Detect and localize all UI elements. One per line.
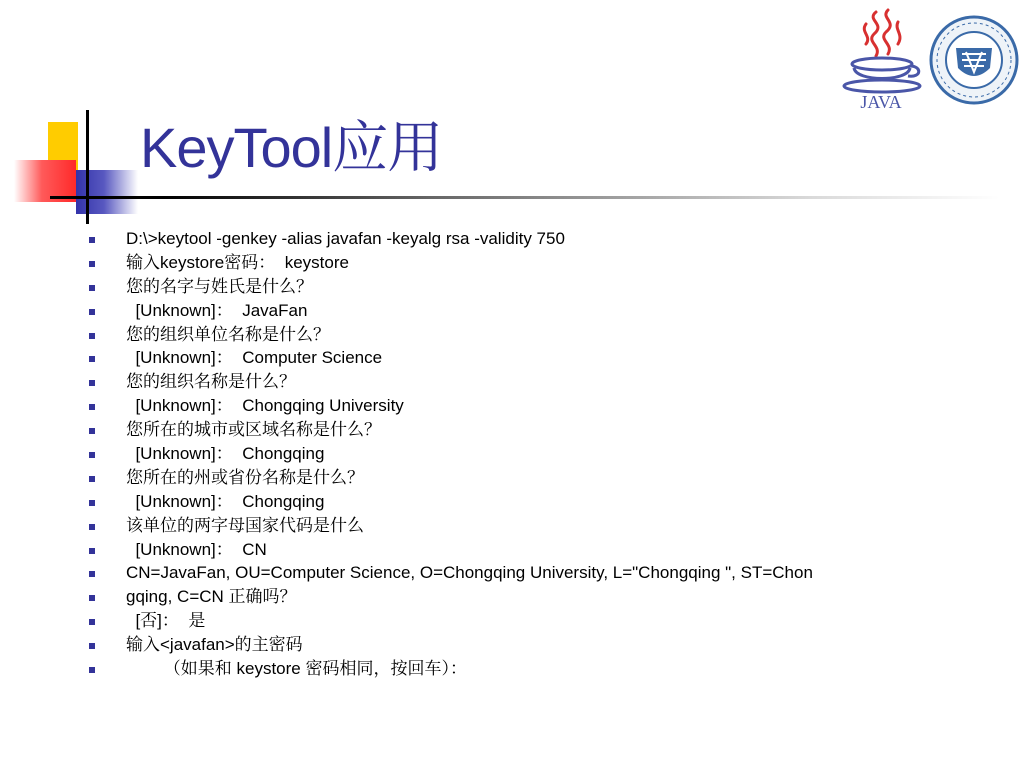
bullet-text: CN=JavaFan, OU=Computer Science, O=Chongqing University, L="Chongqing ", ST=Chon [126,563,813,583]
java-logo [838,4,924,112]
bullet-text: 输入<javafan>的主密码 [126,635,303,655]
bullet-item [86,251,1006,275]
bullet-item [86,275,1006,299]
bullet-text: （如果和 keystore 密码相同，按回车）： [126,659,467,679]
square-bullet-icon [89,571,95,577]
square-bullet-icon [89,500,95,506]
bullet-text: [Unknown]： Chongqing University [126,396,404,416]
bullet-text: [Unknown]： Chongqing [126,444,325,464]
bullet-text: 您所在的城市或区域名称是什么？ [126,420,381,440]
bullet-text: [Unknown]： Computer Science [126,348,383,368]
bullet-item [86,657,1006,681]
bullet-item [86,561,1006,585]
square-bullet-icon [89,404,95,410]
square-bullet-icon [89,476,95,482]
square-bullet-icon [89,356,95,362]
bullet-item [86,514,1006,538]
square-bullet-icon [89,619,95,625]
bullet-item [86,490,1006,514]
square-bullet-icon [89,380,95,386]
bullet-list [86,227,1006,681]
bullet-text: [否]： 是 [126,611,206,631]
bullet-text: 您的名字与姓氏是什么？ [126,276,313,296]
title-ornament-vertical-line [86,110,89,224]
bullet-item [86,418,1006,442]
bullet-text: [Unknown]： Chongqing [126,491,325,511]
bullet-item [86,227,1006,251]
square-bullet-icon [89,237,95,243]
bullet-item [86,346,1006,370]
square-bullet-icon [89,452,95,458]
bullet-item [86,633,1006,657]
square-bullet-icon [89,285,95,291]
square-bullet-icon [89,548,95,554]
bullet-text: 您所在的州或省份名称是什么？ [126,467,364,487]
bullet-item [86,370,1006,394]
bullet-item [86,394,1006,418]
slide-title: KeyTool应用 [140,116,443,179]
bullet-text: 该单位的两字母国家代码是什么 [126,515,364,535]
bullet-item [86,538,1006,562]
java-wordmark: JAVA [860,92,902,112]
title-underline-divider [50,196,1000,199]
square-bullet-icon [89,261,95,267]
bullet-item [86,323,1006,347]
bullet-text: 您的组织名称是什么？ [126,372,296,392]
square-bullet-icon [89,524,95,530]
bullet-text: D:\>keytool -genkey -alias javafan -keyalg rsa -validity 750 [126,229,565,248]
bullet-text: gqing, C=CN 正确吗？ [126,587,297,607]
square-bullet-icon [89,595,95,601]
bullet-text: 您的组织单位名称是什么？ [126,324,330,344]
bullet-item [86,299,1006,323]
bullet-item [86,609,1006,633]
bullet-text: 输入keystore密码： keystore [126,252,349,272]
bullet-item [86,442,1006,466]
square-bullet-icon [89,643,95,649]
square-bullet-icon [89,309,95,315]
square-bullet-icon [89,333,95,339]
bullet-text: [Unknown]： CN [126,539,267,559]
bullet-text: [Unknown]： JavaFan [126,300,308,320]
bullet-item [86,466,1006,490]
square-bullet-icon [89,428,95,434]
square-bullet-icon [89,667,95,673]
bullet-item [86,585,1006,609]
university-seal-icon [928,14,1020,106]
